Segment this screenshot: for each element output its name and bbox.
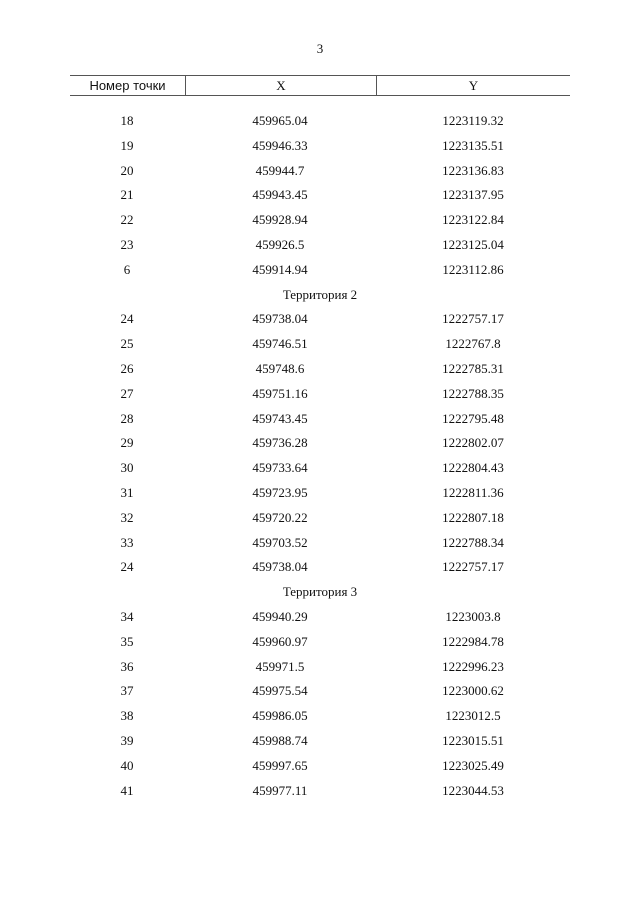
point-number-cell: 25 [120, 336, 134, 352]
y-cell: 1222802.07 [442, 435, 504, 451]
x-cell: 459943.45 [252, 187, 308, 203]
x-cell: 459977.11 [252, 782, 308, 798]
point-number-cell: 24 [120, 311, 134, 327]
y-cell: 1223119.32 [442, 113, 504, 128]
x-cell: 459988.74 [252, 732, 308, 748]
x-cell: 459914.94 [252, 261, 308, 277]
y-cell: 1223136.83 [442, 162, 504, 178]
x-cell: 459940.29 [252, 608, 308, 624]
table-row [0, 332, 640, 357]
y-cell: 1223135.51 [442, 137, 504, 153]
y-cell: 1223137.95 [442, 187, 504, 203]
point-number-cell: 21 [120, 187, 134, 203]
section-title: Территория 2 [282, 286, 358, 302]
x-cell: 459928.94 [252, 212, 308, 228]
y-cell: 1222996.23 [442, 658, 504, 674]
y-cell: 1223122.84 [442, 212, 504, 228]
point-number-cell: 39 [120, 732, 134, 748]
table-row [0, 779, 640, 804]
table-row [0, 134, 640, 159]
point-number-cell: 30 [120, 460, 134, 476]
table-row [0, 307, 640, 332]
coordinates-table [0, 109, 640, 803]
y-cell: 1223044.53 [442, 782, 504, 798]
table-row [0, 258, 640, 283]
y-cell: 1223012.5 [445, 708, 501, 724]
table-row [0, 357, 640, 382]
x-cell: 459997.65 [252, 757, 308, 773]
x-cell: 459971.5 [255, 658, 305, 674]
header-x: X [185, 76, 377, 95]
x-cell: 459738.04 [252, 311, 308, 327]
x-cell: 459944.7 [255, 162, 305, 178]
point-number-cell: 24 [120, 559, 134, 575]
table-row [0, 159, 640, 184]
x-cell: 459720.22 [252, 509, 308, 525]
y-cell: 1222785.31 [442, 360, 504, 376]
table-row [0, 407, 640, 432]
x-cell: 459723.95 [252, 484, 308, 500]
point-number-cell: 37 [120, 683, 134, 699]
x-cell: 459926.5 [255, 236, 305, 252]
section-heading [0, 580, 640, 605]
point-number-cell: 20 [120, 162, 134, 178]
y-cell: 1223000.62 [442, 683, 504, 699]
x-cell: 459736.28 [252, 435, 308, 451]
y-cell: 1222984.78 [442, 633, 504, 649]
point-number-cell: 29 [120, 435, 134, 451]
point-number-cell: 40 [120, 757, 134, 773]
x-cell: 459743.45 [252, 410, 308, 426]
point-number-cell: 32 [120, 509, 134, 525]
y-cell: 1222788.34 [442, 534, 504, 550]
x-cell: 459751.16 [252, 385, 308, 401]
point-number-cell: 26 [120, 360, 134, 376]
y-cell: 1222757.17 [442, 559, 504, 575]
point-number-cell: 6 [123, 261, 131, 277]
table-row [0, 183, 640, 208]
table-row [0, 630, 640, 655]
table-row [0, 431, 640, 456]
table-row [0, 382, 640, 407]
table-row [0, 481, 640, 506]
table-row [0, 605, 640, 630]
y-cell: 1222804.43 [442, 460, 504, 476]
table-row [0, 729, 640, 754]
point-number-cell: 19 [120, 137, 134, 153]
x-cell: 459986.05 [252, 708, 308, 724]
x-cell: 459703.52 [252, 534, 308, 550]
y-cell: 1223025.49 [442, 757, 504, 773]
table-header [70, 75, 570, 96]
point-number-cell: 41 [120, 782, 134, 798]
table-row [0, 679, 640, 704]
table-row [0, 704, 640, 729]
x-cell: 459975.54 [252, 683, 308, 699]
point-number-cell: 18 [120, 113, 134, 128]
table-row [0, 555, 640, 580]
table-row [0, 506, 640, 531]
x-cell: 459733.64 [252, 460, 308, 476]
table-row [0, 754, 640, 779]
point-number-cell: 22 [120, 212, 134, 228]
y-cell: 1223003.8 [445, 608, 501, 624]
x-cell: 459746.51 [252, 336, 308, 352]
point-number-cell: 31 [120, 484, 134, 500]
table-row [0, 208, 640, 233]
point-number-cell: 36 [120, 658, 134, 674]
y-cell: 1222757.17 [442, 311, 504, 327]
x-cell: 459965.04 [252, 113, 308, 128]
point-number-cell: 33 [120, 534, 134, 550]
header-point-number: Номер точки [89, 78, 166, 93]
point-number-cell: 34 [120, 608, 134, 624]
y-cell: 1222811.36 [442, 484, 504, 500]
point-number-cell: 23 [120, 236, 134, 252]
y-cell: 1222767.8 [445, 336, 501, 352]
y-cell: 1222788.35 [442, 385, 504, 401]
x-cell: 459738.04 [252, 559, 308, 575]
header-y: Y [468, 78, 479, 93]
y-cell: 1223015.51 [442, 732, 504, 748]
point-number-cell: 38 [120, 708, 134, 724]
section-heading [0, 283, 640, 308]
table-row [0, 109, 640, 134]
table-row [0, 233, 640, 258]
y-cell: 1222807.18 [442, 509, 504, 525]
point-number-cell: 28 [120, 410, 134, 426]
table-row [0, 655, 640, 680]
y-cell: 1222795.48 [442, 410, 504, 426]
section-title: Территория 3 [282, 584, 358, 600]
page-number: 3 [316, 41, 324, 56]
point-number-cell: 35 [120, 633, 134, 649]
y-cell: 1223112.86 [442, 261, 504, 277]
table-row [0, 456, 640, 481]
x-cell: 459946.33 [252, 137, 308, 153]
table-row [0, 531, 640, 556]
point-number-cell: 27 [120, 385, 134, 401]
x-cell: 459748.6 [255, 360, 305, 376]
y-cell: 1223125.04 [442, 236, 504, 252]
x-cell: 459960.97 [252, 633, 308, 649]
